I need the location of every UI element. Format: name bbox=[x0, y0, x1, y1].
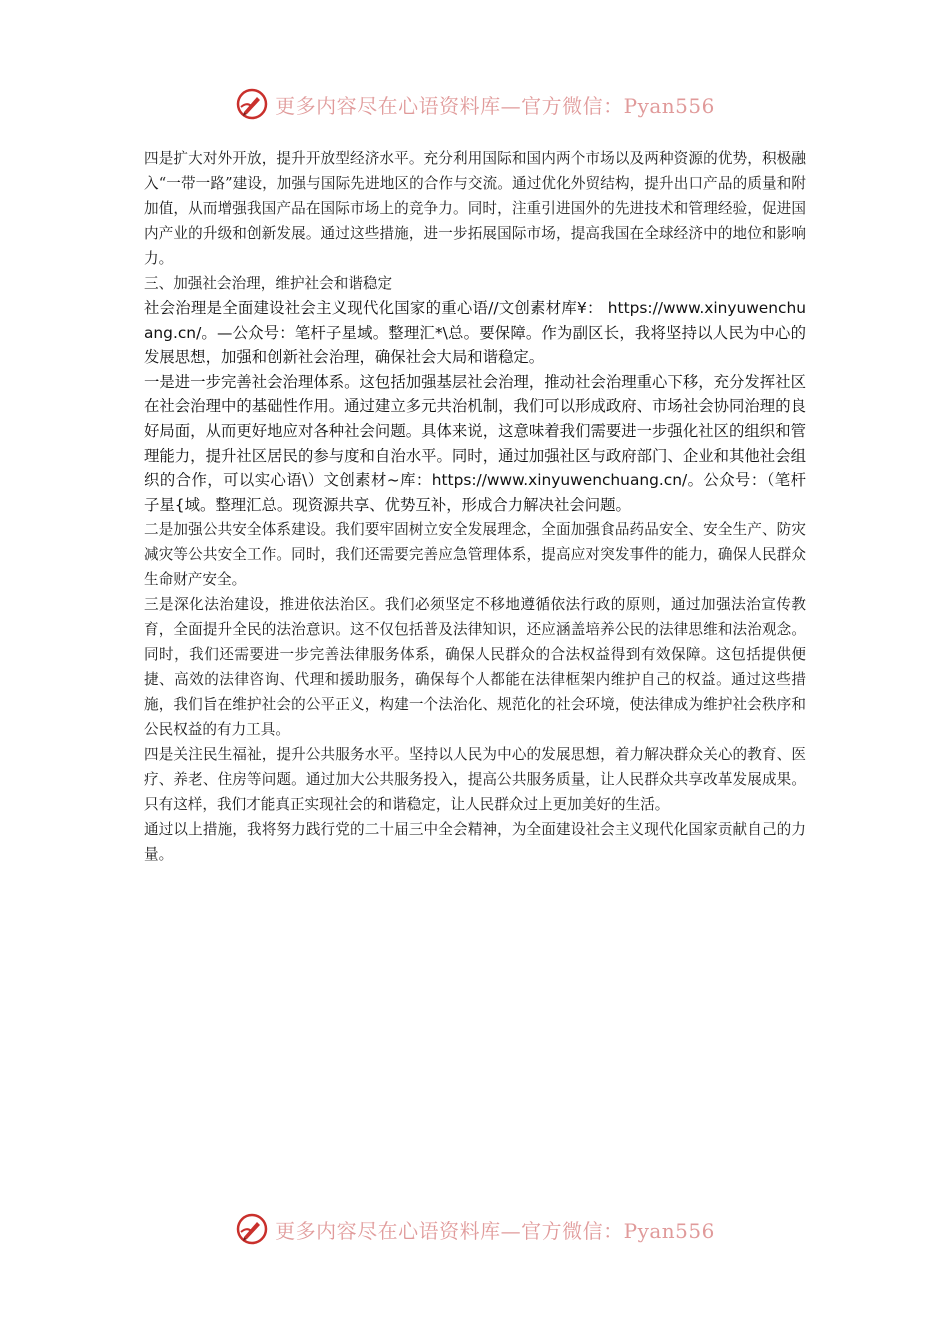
paragraph-public-safety: 二是加强公共安全体系建设。我们要牢固树立安全发展理念，全面加强食品药品安全、安全生产、防灾减灾等公共安全工作。同时，我们还需要完善应急管理体系，提高应对突发事件的能力，确保人民群众生命财产安全。 bbox=[144, 521, 806, 589]
banner-text: 更多内容尽在心语资料库—官方微信：Pyan556 bbox=[275, 1218, 715, 1243]
paragraph-governance-intro: 社会治理是全面建设社会主义现代化国家的重心语//文创素材库¥： https://www.xinyuwenchuang.cn/。—公众号：笔杆子星域。整理汇*\总。要保障。作为副区长，我将坚持以人民为中心的发展思想，加强和创新社会治理，确保社会大局和谐稳定。 bbox=[144, 299, 806, 367]
banner-text: 更多内容尽在心语资料库—官方微信：Pyan556 bbox=[275, 93, 715, 118]
section-heading: 三、加强社会治理，维护社会和谐稳定 bbox=[144, 275, 393, 292]
paragraph-livelihood: 四是关注民生福祉，提升公共服务水平。坚持以人民为中心的发展思想，着力解决群众关心的教育、医疗、养老、住房等问题。通过加大公共服务投入，提高公共服务质量，让人民群众共享改革发展成果。只有这样，我们才能真正实现社会的和谐稳定，让人民群众过上更加美好的生活。 bbox=[144, 746, 806, 814]
document-body bbox=[144, 146, 806, 867]
paragraph-governance-system: 一是进一步完善社会治理体系。这包括加强基层社会治理，推动社会治理重心下移，充分发挥社区在社会治理中的基础性作用。通过建立多元共治机制，我们可以形成政府、市场社会协同治理的良好局面，从而更好地应对各种社会问题。具体来说，这意味着我们需要进一步强化社区的组织和管理能力，提升社区居民的参与度和自治水平。同时，通过加强社区与政府部门、企业和其他社会组织的合作，可以实心语\）文创素材~库：https://www.xinyuwenchuang.cn/。公众号：（笔杆子星{域。整理汇总。现资源共享、优势互补，形成合力解决社会问题。 bbox=[144, 372, 806, 514]
paragraph-conclusion: 通过以上措施，我将努力践行党的二十届三中全会精神，为全面建设社会主义现代化国家贡献自己的力量。 bbox=[144, 821, 806, 864]
paragraph-opening-up: 四是扩大对外开放，提升开放型经济水平。充分利用国际和国内两个市场以及两种资源的优势，积极融入“一带一路”建设，加强与国际先进地区的合作与交流。通过优化外贸结构，提升出口产品的质量和附加值，从而增强我国产品在国际市场上的竞争力。同时，注重引进国外的先进技术和管理经验，促进国内产业的升级和创新发展。通过这些措施，进一步拓展国际市场，提高我国在全球经济中的地位和影响力。 bbox=[144, 150, 806, 267]
pen-logo-icon bbox=[235, 1212, 269, 1246]
header-banner bbox=[0, 84, 950, 124]
pen-logo-icon bbox=[235, 87, 269, 121]
paragraph-rule-of-law: 三是深化法治建设，推进依法治区。我们必须坚定不移地遵循依法行政的原则，通过加强法治宣传教育，全面提升全民的法治意识。这不仅包括普及法律知识，还应涵盖培养公民的法律思维和法治观念。同时，我们还需要进一步完善法律服务体系，确保人民群众的合法权益得到有效保障。这包括提供便捷、高效的法律咨询、代理和援助服务，确保每个人都能在法律框架内维护自己的权益。通过这些措施，我们旨在维护社会的公平正义，构建一个法治化、规范化的社会环境，使法律成为维护社会秩序和公民权益的有力工具。 bbox=[144, 596, 806, 739]
footer-banner bbox=[0, 1209, 950, 1249]
